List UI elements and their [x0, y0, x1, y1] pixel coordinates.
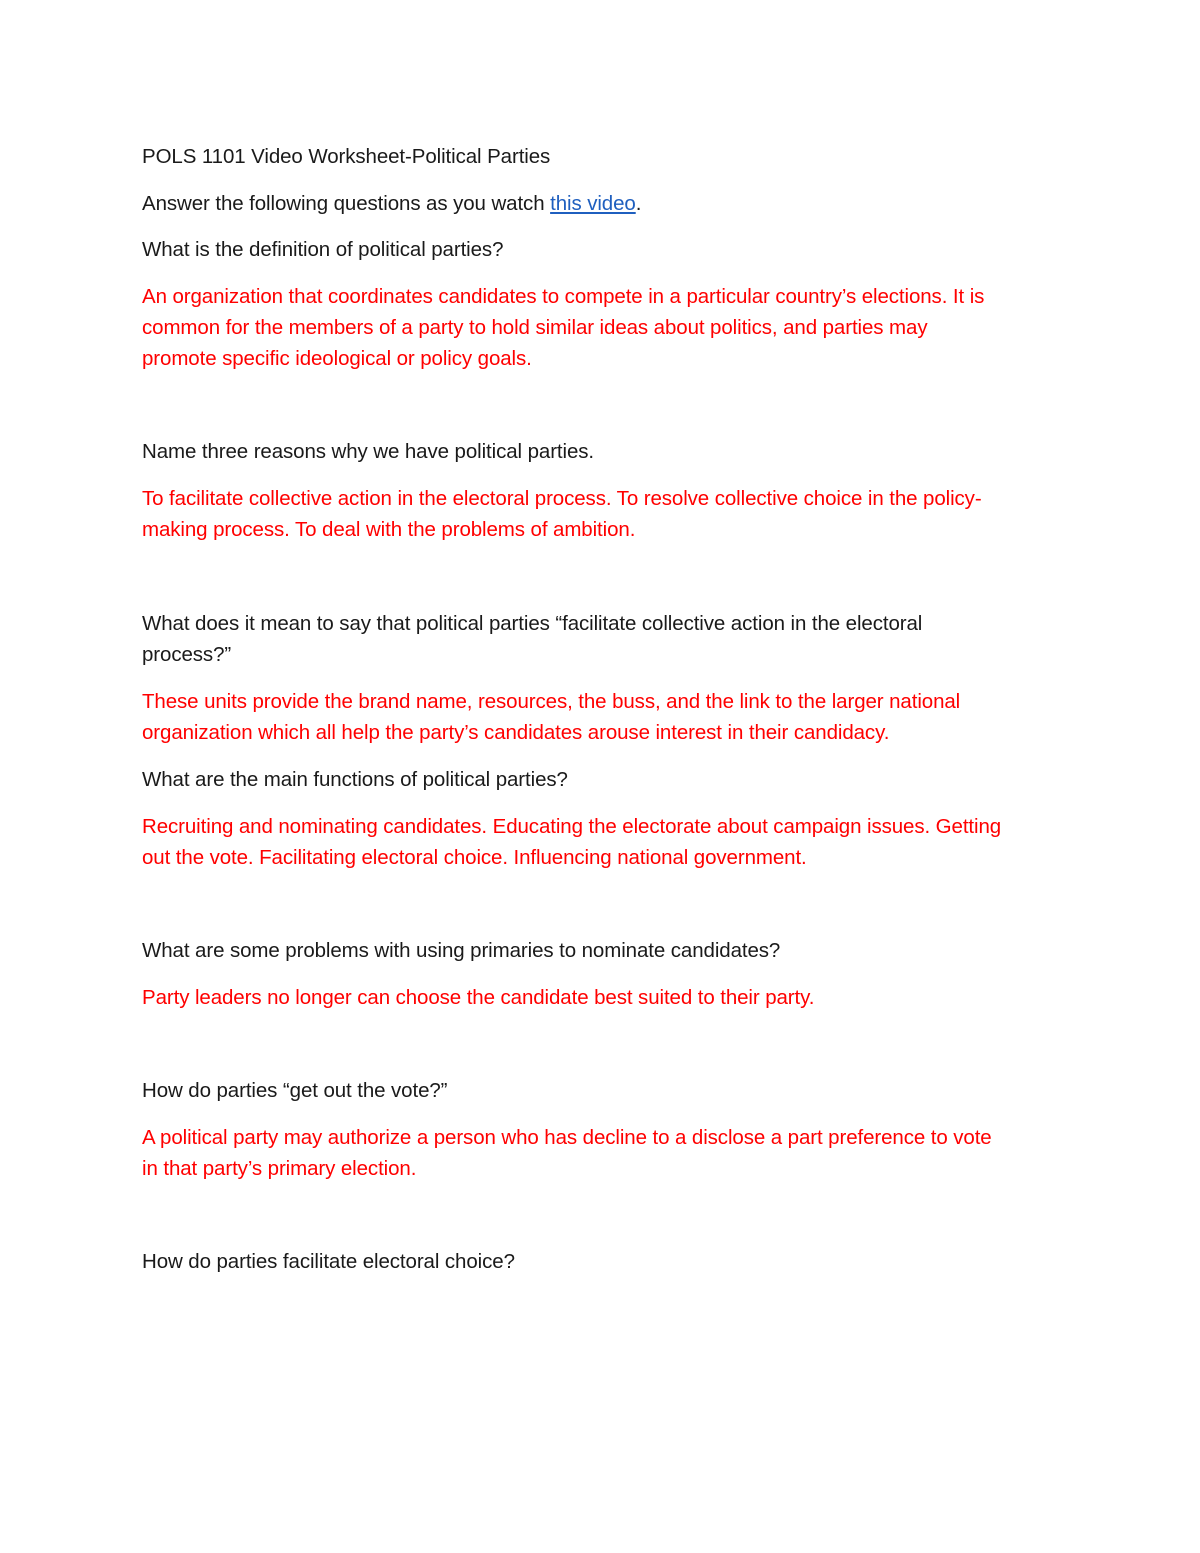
question-4: What are the main functions of political parties? — [142, 768, 568, 791]
answer-3-line-2: organization which all help the party’s candidates arouse interest in their candidacy. — [142, 721, 890, 744]
answer-5-line-1: Party leaders no longer can choose the candidate best suited to their party. — [142, 986, 815, 1009]
question-3-line-2: process?” — [142, 643, 232, 666]
answer-3-line-1: These units provide the brand name, resources, the buss, and the link to the larger national — [142, 690, 961, 713]
answer-1-line-1: An organization that coordinates candidates to compete in a particular country’s elections. It is — [142, 285, 985, 308]
intro-line — [142, 188, 1062, 219]
answer-2-line-2: making process. To deal with the problems of ambition. — [142, 518, 636, 541]
document-title: POLS 1101 Video Worksheet-Political Parties — [142, 145, 551, 168]
question-7: How do parties facilitate electoral choice? — [142, 1250, 515, 1273]
answer-4-line-1: Recruiting and nominating candidates. Educating the electorate about campaign issues. Getting — [142, 815, 1002, 838]
answer-2-line-1: To facilitate collective action in the electoral process. To resolve collective choice in the policy- — [142, 487, 982, 510]
answer-1-line-2: common for the members of a party to hold similar ideas about politics, and parties may — [142, 316, 928, 339]
answer-6-line-2: in that party’s primary election. — [142, 1157, 417, 1180]
question-2: Name three reasons why we have political parties. — [142, 440, 595, 463]
video-link[interactable]: this video — [550, 192, 636, 215]
intro-prefix: Answer the following questions as you watch — [142, 192, 551, 215]
question-1: What is the definition of political parties? — [142, 238, 504, 261]
answer-4-line-2: out the vote. Facilitating electoral choice. Influencing national government. — [142, 846, 807, 869]
question-3-line-1: What does it mean to say that political parties “facilitate collective action in the electoral — [142, 612, 923, 635]
answer-1-line-3: promote specific ideological or policy goals. — [142, 347, 532, 370]
question-6: How do parties “get out the vote?” — [142, 1079, 448, 1102]
question-5: What are some problems with using primaries to nominate candidates? — [142, 939, 781, 962]
answer-6-line-1: A political party may authorize a person who has decline to a disclose a part preference to vote — [142, 1126, 992, 1149]
intro-suffix: . — [635, 192, 642, 215]
